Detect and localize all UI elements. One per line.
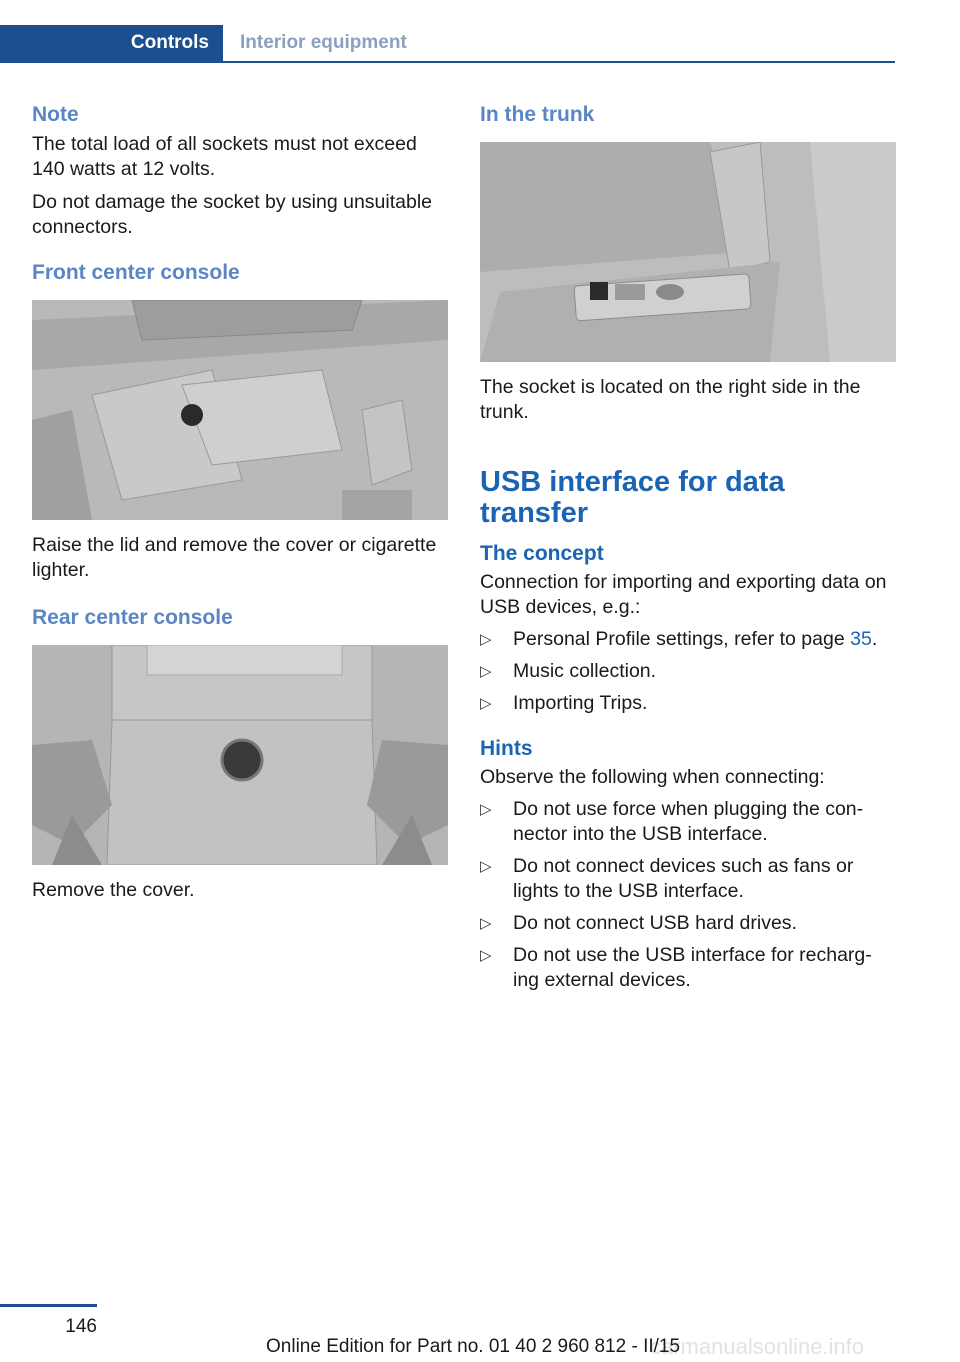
hints-list [480, 797, 896, 993]
bullet-triangle-icon: ▷ [480, 801, 492, 818]
front-console-heading: Front center console [32, 261, 240, 284]
list-item [480, 797, 896, 847]
list-item-text: Music collection. [513, 660, 657, 682]
list-item [480, 659, 896, 684]
usb-heading: USB interface for data transfer [480, 466, 785, 529]
edition-text: Online Edition for Part no. 01 40 2 960 812 - II/15 [266, 1336, 681, 1357]
watermark: carmanualsonline.info [650, 1334, 865, 1359]
rear-console-heading: Rear center console [32, 606, 233, 629]
bullet-triangle-icon: ▷ [480, 631, 492, 648]
right-column [480, 100, 896, 993]
trunk-photo [480, 142, 896, 362]
front-console-photo [32, 300, 448, 520]
concept-list [480, 627, 896, 716]
concept-intro: Connection for importing and exporting data on USB devices, e.g.: [480, 571, 887, 618]
bullet-triangle-icon: ▷ [480, 695, 492, 712]
bullet-triangle-icon: ▷ [480, 663, 492, 680]
list-item [480, 627, 896, 652]
list-item-text: Do not use force when plugging the con‐nector into the USB interface. [513, 798, 864, 845]
bullet-triangle-icon: ▷ [480, 915, 492, 932]
list-item [480, 943, 896, 993]
note-paragraph-2: Do not damage the socket by using unsuitable connectors. [32, 191, 433, 238]
list-item-text: Importing Trips. [513, 692, 648, 714]
list-item-text: Do not connect USB hard drives. [513, 912, 797, 934]
trunk-heading: In the trunk [480, 103, 595, 126]
bullet-triangle-icon: ▷ [480, 947, 492, 964]
front-console-caption: Raise the lid and remove the cover or cigarette lighter. [32, 534, 437, 581]
hints-intro: Observe the following when connecting: [480, 766, 825, 788]
list-item [480, 911, 896, 936]
left-column [32, 100, 448, 903]
list-item-text: Do not use the USB interface for recharg‐ing external devices. [513, 944, 872, 991]
rear-console-photo [32, 645, 448, 865]
page-header [0, 25, 895, 63]
page-number: 146 [65, 1316, 97, 1337]
section-tab[interactable]: Interior equipment [240, 32, 407, 53]
page-reference-link[interactable]: 35 [850, 628, 872, 650]
list-item-text: Personal Profile settings, refer to page [513, 628, 851, 650]
list-item-text: Do not connect devices such as fans or lights to the USB interface. [513, 855, 854, 902]
list-item [480, 854, 896, 904]
list-item-punct: . [871, 628, 878, 650]
concept-heading: The concept [480, 542, 604, 565]
note-title: Note [32, 103, 79, 126]
rear-console-caption: Remove the cover. [32, 879, 195, 901]
trunk-caption: The socket is located on the right side in the trunk. [480, 376, 861, 423]
hints-heading: Hints [480, 737, 533, 760]
note-paragraph-1: The total load of all sockets must not exceed 140 watts at 12 volts. [32, 133, 417, 180]
bullet-triangle-icon: ▷ [480, 858, 492, 875]
footer-rule [0, 1304, 97, 1307]
list-item [480, 691, 896, 716]
chapter-tab[interactable]: Controls [0, 25, 223, 61]
